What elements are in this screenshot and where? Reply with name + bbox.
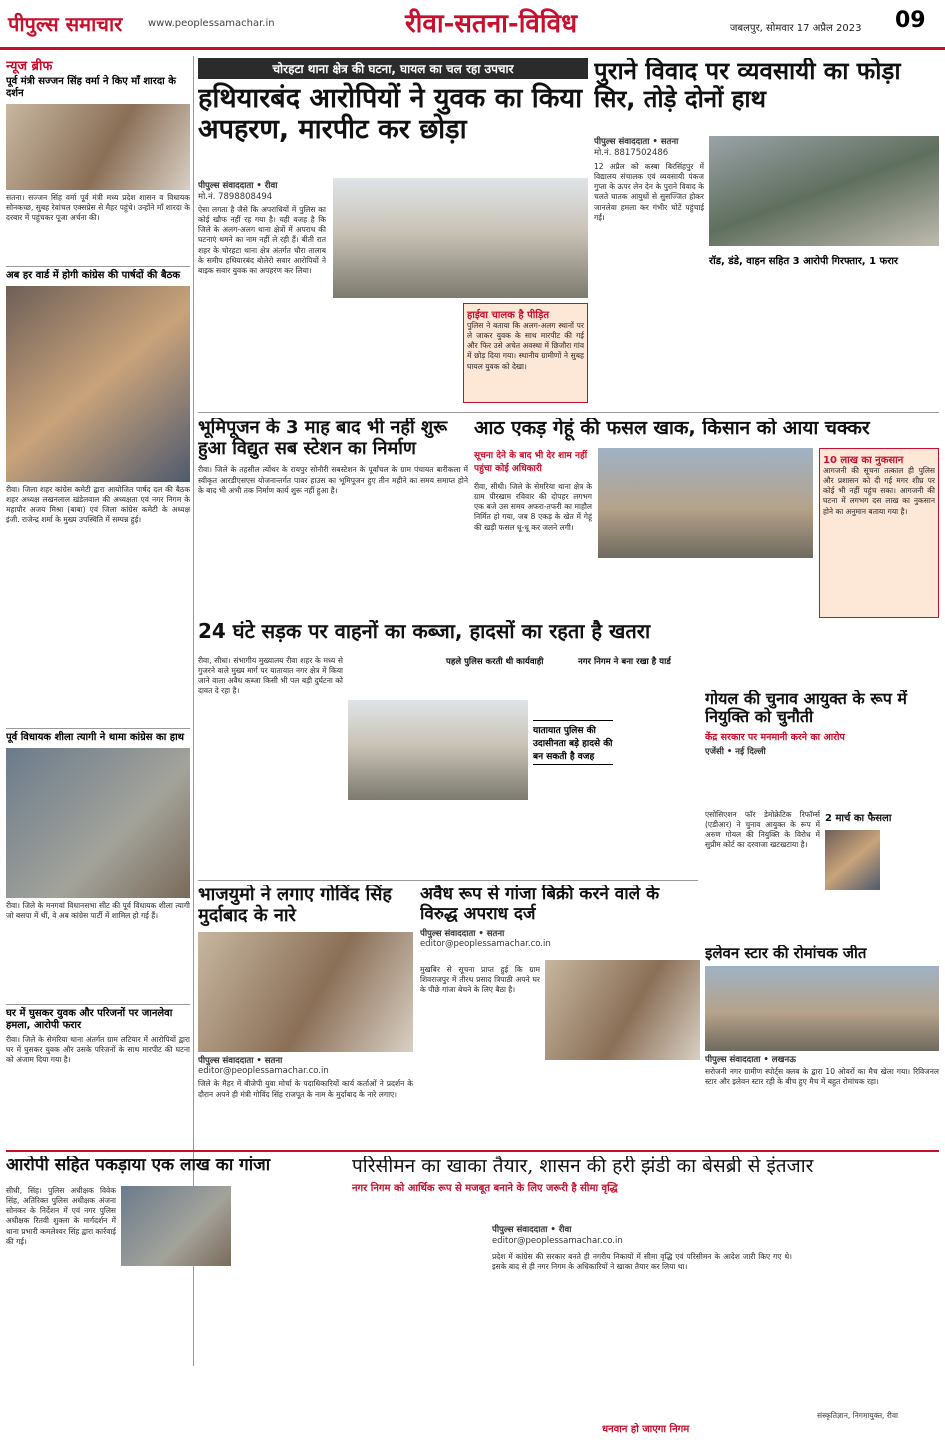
story-goyal [705,690,939,940]
story-text: प्रदेश में कांग्रेस की सरकार बनते ही नगरीय निकायों में सीमा वृद्धि एवं परिसीमन के आदेश जारी किए गए थे। इसके बाद से ही नगर निगम के अधिकारियों ने खाका तैयार कर लिया था। [492,1252,792,1272]
sidebox-title: हाईवा चालक है पीड़ित [467,310,550,321]
story-headline: इलेवन स्टार की रोमांचक जीत [705,945,867,962]
divider [6,1150,939,1152]
dateline: जबलपुर, सोमवार 17 अप्रैल 2023 [730,23,862,34]
story-byline: पीपुल्स संवाददाता • सतना [198,1056,283,1067]
story-text: मुखबिर से सूचना प्राप्त हुई कि ग्राम शिवराजपुर में तीरथ प्रसाद त्रिपाठी अपने घर के पीछे गांजा बेचने के लिए बैठा है। [420,965,540,995]
story-trader [594,58,939,408]
sidebox-title: 10 लाख का नुकसान [823,455,904,466]
story-headline: परिसीमन का खाका तैयार, शासन की हरी झंडी का बेसब्री से इंतजार [352,1156,814,1177]
sidebox-text: पुलिस ने बताया कि अलग-अलग स्थानों पर ले जाकर युवक के साथ मारपीट की गई और फिर उसे अचेत अवस्था में छिजौरा गांव में छोड़ दिया गया। स्थानीय ग्रामीणों ने सुबह घायल युवक को देखा। [467,321,584,371]
divider [198,880,698,881]
story-text: सरोजनी नगर ग्रामीण स्पोर्ट्स क्लब के द्वारा 10 ओवरों का मैच खेला गया। रिविजनल स्टार और इलेवन स्टार रही के बीच हुए मैच में बहुत रोमांचक रहा। [705,1067,939,1087]
brand-url[interactable]: www.peoplessamachar.in [148,18,275,29]
story-byline: पीपुल्स संवाददाता • सतना [594,137,679,147]
story-text: जिले के मैहर में बीजेपी युवा मोर्चा के पदाधिकारियों कार्य कर्ताओं ने प्रदर्शन के दौरान अपने ही मंत्री गोविंद सिंह राजपूत के नाम के मुर्दाबाद के नारे लगाए। [198,1079,413,1099]
story-photo [825,830,880,890]
story-subhead: रॉड, डंडे, वाहन सहित 3 आरोपी गिरफ्तार, 1 फरार [709,256,898,267]
story-photo [121,1186,231,1266]
story-photo [348,700,528,800]
story-email[interactable]: editor@peoplessamachar.co.in [198,1066,329,1077]
story-subhead: सूचना देने के बाद भी देर शाम नहीं पहुंचा कोई अधिकारी [474,451,588,474]
divider [6,266,190,267]
brief-photo-1 [6,104,190,190]
story-subhead: नगर निगम को आर्थिक रूप से मजबूत बनाने के लिए जरूरी है सीमा वृद्धि [352,1182,618,1194]
story-photo [545,960,700,1060]
news-brief-label: न्यूज ब्रीफ [6,59,53,74]
story-headline: आरोपी सहित पकड़ाया एक लाख का गांजा [6,1156,271,1175]
brief-photo-3 [6,748,190,898]
divider [198,412,939,413]
sidebox-text: आगजनी की सूचना तत्काल ही पुलिस और प्रशासन को दी गई मगर शीघ्र पर कोई भी नहीं पहुंच सका। आगजनी की घटना में लगभग दस लाख का नुकसान होने का अनुमान बताया गया है। [823,466,935,516]
story-delimit [352,1156,939,1441]
story-subhead: केंद्र सरकार पर मनमानी करने का आरोप [705,731,845,743]
brief-text-2: रीवा। जिला शहर कांग्रेस कमेटी द्वारा आयोजित पार्षद दल की बैठक शहर अध्यक्ष लखनलाल खंडेलवाल की अध्यक्षता एवं नगर निगम के महापौर अजय मिश्रा (बाबा) एवं जिला कांग्रेस कमेटी के अध्यक्ष इंजी. राजेन्द्र शर्मा के मुख्य उपस्थिति में सम्पन्न हुई। [6,485,190,525]
story-email[interactable]: editor@peoplessamachar.co.in [420,939,551,950]
brief-headline-1: पूर्व मंत्री सज्जन सिंह वर्मा ने किए माँ शारदा के दर्शन [6,76,176,99]
story-text: रीवा। जिले के तहसील त्योंथर के रायपुर सोनौरी सबस्टेशन के पूर्वांचल के ग्राम पंचायत बारीकला में स्वीकृत आरडीएसएस योजनान्तर्गत पावर हाउस का भूमिपूजन हुए तीन महीने का समय समाप्त होने के बाद भी अभी तक निर्माण कार्य शुरू नहीं हुआ है। [198,465,468,495]
page-number: 09 [895,8,926,33]
story-inset: धनवान हो जाएगा निगम [602,1424,690,1435]
brief-text-4: रीवा। जिले के सेमरिया थाना अंतर्गत ग्राम लटियार में आरोपियों द्वारा घर में घुसकर युवक और उसके परिजनों के साथ मारपीट की घटना को अंजाम दिया गया है। [6,1035,190,1065]
story-ganja-lakh [6,1156,346,1441]
story-headline: 24 घंटे सड़क पर वाहनों का कब्जा, हादसों का रहता है खतरा [198,620,651,643]
story-kicker: चोरहटा थाना क्षेत्र की घटना, घायल का चल रहा उपचार [198,58,588,79]
story-kicker-a: पहले पुलिस करती थी कार्यवाही [446,657,544,667]
brief-photo-2 [6,286,190,482]
story-photo [333,178,588,298]
story-byline: पीपुल्स संवाददाता • सतना [420,929,505,940]
story-text: सीधी, सिंह। पुलिस अधीक्षक विवेक सिंह, अतिरिक्त पुलिस अधीक्षक अंजना सोनकर के निर्देशन में एवं नगर पुलिस अधीक्षक रितवी शुक्ला के मार्गदर्शन में थाना प्रभारी कमलेश्वर सिंह द्वारा कार्रवाई की गई। [6,1186,116,1246]
brief-headline-2: अब हर वार्ड में होगी कांग्रेस की पार्षदों की बैठक [6,270,181,281]
story-headline: आठ एकड़ गेहूं की फसल खाक, किसान को आया चक्कर [474,418,870,439]
story-text: रीवा, सीधा। संभागीय मुख्यालय रीवा शहर के मध्य से गुजरने वाले मुख्य मार्ग पर यातायात नगर क्षेत्र में किया जाने वाला अवैध कब्जा किसी भी पल बड़ी दुर्घटना को दावत दे रहा है। [198,656,343,696]
masthead [0,0,945,50]
divider [6,728,190,729]
story-photo [705,966,939,1051]
story-headline: भूमिपूजन के 3 माह बाद भी नहीं शुरू हुआ विद्युत सब स्टेशन का निर्माण [198,418,448,459]
story-headline: गोयल की चुनाव आयुक्त के रूप में नियुक्ति को चुनौती [705,690,907,727]
story-phone: मो.नं. 8817502486 [594,148,669,158]
brand-logo: पीपुल्स समाचार [8,12,123,36]
brief-text-3: रीवा। जिले के मनगवां विधानसभा सीट की पूर्व विधायक शीला त्यागी जो बसपा में थीं, वे अब कांग्रेस पार्टी में शामिल हो गई हैं। [6,901,190,921]
photo-credit: संस्कृतिज्ञान, निगमायुक्त, रीवा [817,1411,898,1420]
story-email[interactable]: editor@peoplessamachar.co.in [492,1236,623,1246]
story-sidebox [463,303,588,403]
story-byline: पीपुल्स संवाददाता • रीवा [198,181,278,191]
story-headline: हथियारबंद आरोपियों ने युवक का किया अपहरण, मारपीट कर छोड़ा [198,83,583,146]
story-photo [709,136,939,246]
story-headline: अवैध रूप से गांजा बिक्री करने वाले के विरुद्ध अपराध दर्ज [420,885,660,924]
brief-headline-3: पूर्व विधायक शीला त्यागी ने थामा कांग्रेस का हाथ [6,732,185,743]
brief-headline-4: घर में घुसकर युवक और परिजनों पर जानलेवा हमला, आरोपी फरार [6,1008,173,1031]
story-byline: पीपुल्स संवाददाता • रीवा [492,1225,572,1235]
story-byline: एजेंसी • नई दिल्ली [705,746,766,757]
story-text: 12 अप्रैल को कस्बा बिरसिंहपुर में विद्यालय संचालक एवं व्यवसायी पंकज गुप्ता के ऊपर लेन देन के पुराने विवाद के चलते घातक आयुधों से सुसज्जित होकर जानलेवा हमला कर गंभीर चोटें पहुंचाई गईं। [594,162,704,222]
sidebox-title: 2 मार्च का फैसला [825,813,892,824]
divider [6,1004,190,1005]
story-phone: मो.नं. 7898808494 [198,192,273,202]
brief-text-1: सतना। सज्जन सिंह वर्मा पूर्व मंत्री मध्य प्रदेश शासन व विधायक सोनकच्छ, सुबह रेवांचल एक्सप्रेस से मैहर पहुंचे। उन्होंने माँ शारदा के दरबार में पहुंचकर पूजा अर्चना की। [6,193,190,223]
story-text: ऐसा लगता है जैसे कि अपराधियों में पुलिस का कोई खौफ नहीं रह गया है। यही वजह है कि जिले के अलग-अलग थाना क्षेत्रों में अपराध की घटनाएं थमने का नाम नहीं ले रही हैं। बीती रात शहर के चोरहटा थाना क्षेत्र अंतर्गत चौरा तालाब के समीप हथियारबंद बोलेरो सवार आरोपियों ने बाइक सवार युवक का अपहरण कर लिया। [198,205,326,275]
story-headline: भाजयुमो ने लगाए गोविंद सिंह मुर्दाबाद के नारे [198,885,392,926]
story-cricket [705,945,939,1145]
story-kidnap [198,58,588,408]
story-ganja-accused [420,885,700,1145]
story-text: रीवा, सीधी। जिले के सेमरिया थाना क्षेत्र के ग्राम पीरखाम रविवार की दोपहर लगभग एक बजे उस समय अफरा-तफरी का माहौल निर्मित हो गया, जब 8 एकड़ के खेत में गेहूं की खड़ी फसल धू-धू कर जलने लगी। [474,482,592,532]
story-power [198,418,468,598]
story-photo [198,932,413,1052]
story-kicker-b: नगर निगम ने बना रखा है यार्ड [578,657,671,667]
story-road [198,620,688,870]
story-sidebox [819,448,939,618]
story-text: एसोसिएशन फॉर डेमोक्रेटिक रिफॉर्म्स (एडीआर) ने चुनाव आयुक्त के रूप में अरुण गोयल की नियुक्ति के विरोध में सुप्रीम कोर्ट का दरवाजा खटखटाया है। [705,810,820,850]
story-headline: पुराने विवाद पर व्यवसायी का फोड़ा सिर, तोड़े दोनों हाथ [594,58,901,113]
story-byline: पीपुल्स संवाददाता • लखनऊ [705,1055,796,1066]
story-photo [598,448,813,558]
section-title: रीवा-सतना-विविध [405,9,578,39]
story-bajyumo [198,885,413,1145]
story-pullquote: यातायात पुलिस की उदासीनता बड़े हादसे की बन सकती है वजह [533,720,613,765]
